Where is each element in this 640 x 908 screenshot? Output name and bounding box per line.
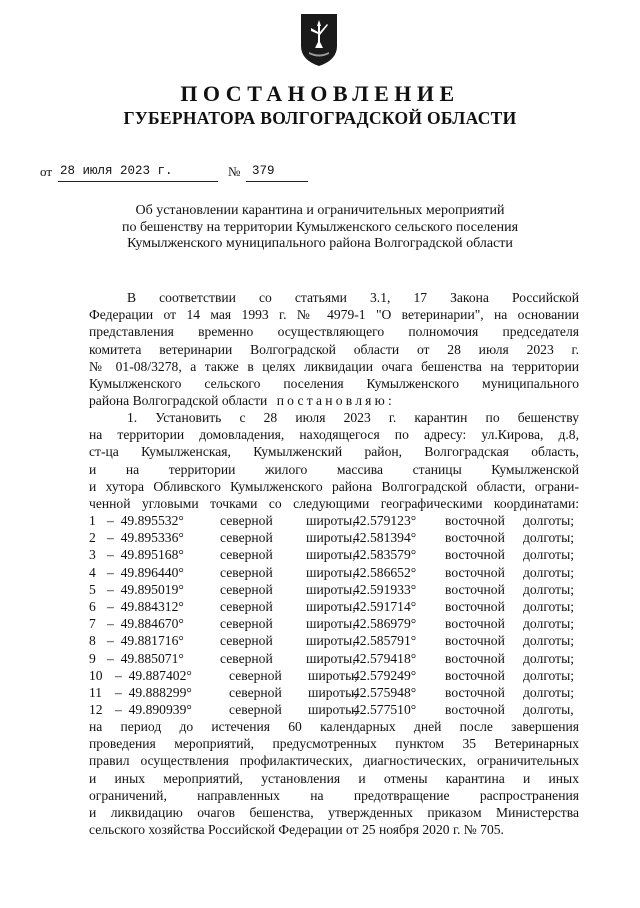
point-number: 6 [89, 598, 96, 614]
direction-word: восточной [445, 530, 505, 546]
point-number: 11 [89, 684, 103, 700]
coord-word: долготы; [523, 564, 575, 580]
text-line: Кумылженского сельского поселения Кумылженского муниципального [89, 375, 579, 391]
coordinate-row [89, 529, 579, 546]
latitude-value: – 49.884312° [107, 598, 184, 614]
text-line: и на территории жилого массива станицы Кумылженской [89, 461, 579, 477]
text-line: Федерации от 14 мая 1993 г. № 4979-1 "О ветеринарии", на основании [89, 307, 579, 323]
text-line: на период до истечения 60 календарных дней после завершения [89, 719, 579, 734]
point-number: 10 [89, 667, 103, 683]
coord-word: широты, [306, 564, 356, 580]
point-number: 9 [89, 650, 96, 666]
longitude-value: 42.579123° [353, 513, 417, 528]
direction-word: восточной [445, 598, 505, 614]
longitude-value: 42.591714° [353, 598, 417, 614]
point-number: 2 [89, 530, 96, 546]
text-fragment: района Волгоградской области [89, 393, 268, 409]
direction-word: северной [220, 633, 273, 649]
coord-word: долготы; [523, 616, 575, 632]
longitude-value: 42.585791° [353, 633, 417, 649]
coordinates-list [89, 512, 579, 718]
longitude-value: 42.577510° [353, 702, 417, 718]
point-number: 3 [89, 547, 96, 563]
latitude-value: – 49.887402° [115, 667, 192, 683]
direction-word: северной [220, 616, 273, 632]
longitude-value: 42.586979° [353, 616, 417, 632]
coord-word: широты, [306, 633, 356, 649]
latitude-value: – 49.884670° [107, 616, 184, 632]
coord-word: широты, [306, 547, 356, 563]
direction-word: северной [229, 684, 282, 700]
text-line: представления временно осуществляющего полномочия председателя [89, 324, 579, 340]
text-line: № 01-08/3278, а также в целях ликвидации очага бешенства на территории [89, 358, 579, 374]
document-number: 379 [252, 164, 275, 178]
direction-word: северной [229, 667, 282, 683]
coord-word: долготы; [523, 547, 575, 563]
direction-word: северной [220, 564, 273, 580]
text-line: ограничений, направленных на предотвращение распространения [89, 787, 579, 803]
latitude-value: – 49.895532° [107, 513, 184, 528]
document-type-heading: ПОСТАНОВЛЕНИЕ [180, 81, 460, 106]
coordinate-row [89, 615, 579, 632]
subject-line: Об установлении карантина и ограничительных мероприятий [135, 203, 505, 218]
text-line: и хутора Обливского Кумылженского района Волгоградской области, ограни- [89, 478, 579, 494]
point-1-paragraph [89, 409, 579, 512]
longitude-value: 42.586652° [353, 564, 417, 580]
latitude-value: – 49.895019° [107, 581, 184, 597]
direction-word: восточной [445, 650, 505, 666]
coord-word: широты, [308, 667, 358, 683]
date-from-label: от [40, 164, 53, 179]
decree-word: постановляю: [276, 393, 395, 409]
coord-word: широты, [308, 702, 358, 718]
direction-word: восточной [445, 564, 505, 580]
coord-word: долготы; [523, 633, 575, 649]
point-number: 5 [89, 581, 96, 597]
text-line: и ликвидацию очагов бешенства, утвержденных приказом Министерства [89, 804, 579, 820]
coord-word: широты, [306, 530, 356, 546]
coordinate-row [89, 564, 579, 581]
coordinate-row [89, 546, 579, 563]
direction-word: восточной [445, 616, 505, 632]
point-number: 4 [89, 564, 96, 580]
number-label: № [228, 164, 241, 179]
latitude-value: – 49.888299° [115, 684, 192, 700]
subject-line: по бешенству на территории Кумылженского сельского поселения [121, 219, 519, 235]
document-subject [0, 203, 640, 253]
coord-word: долготы; [523, 650, 575, 666]
longitude-value: 42.581394° [353, 530, 417, 546]
direction-word: северной [229, 702, 282, 718]
coordinate-row [89, 581, 579, 598]
latitude-value: – 49.896440° [107, 564, 184, 580]
text-line [89, 392, 579, 409]
text-line: и иных мероприятий, установления и отмены карантина и иных [89, 770, 579, 786]
coordinate-row [89, 701, 579, 718]
direction-word: восточной [445, 547, 505, 563]
latitude-value: – 49.895168° [107, 547, 184, 563]
date-number-line [40, 164, 340, 184]
latitude-value: – 49.895336° [107, 530, 184, 546]
issuer-heading: ГУБЕРНАТОРА ВОЛГОГРАДСКОЙ ОБЛАСТИ [123, 108, 517, 128]
latitude-value: – 49.881716° [107, 633, 184, 649]
latitude-value: – 49.885071° [107, 650, 184, 666]
direction-word: северной [220, 650, 273, 666]
coord-word: долготы, [523, 702, 574, 718]
direction-word: восточной [445, 667, 505, 683]
longitude-value: 42.591933° [353, 581, 417, 597]
direction-word: восточной [445, 702, 505, 718]
point-number: 8 [89, 633, 96, 649]
direction-word: северной [220, 581, 273, 597]
coordinate-row [89, 684, 579, 701]
text-line: на территории домовладения, находящегося по адресу: ул.Кирова, д.8, [89, 427, 579, 443]
text-line: правил осуществления профилактических, диагностических, ограничительных [89, 753, 579, 769]
coord-word: долготы; [523, 513, 575, 528]
text-line: 1. Установить с 28 июля 2023 г. карантин по бешенству [127, 410, 579, 425]
text-line: проведения мероприятий, предусмотренных пунктом 35 Ветеринарных [89, 736, 579, 752]
coordinate-row [89, 667, 579, 684]
coordinate-row [89, 512, 579, 529]
coordinate-row [89, 598, 579, 615]
longitude-value: 42.583579° [353, 547, 417, 563]
coord-word: широты, [308, 684, 358, 700]
coordinate-row [89, 650, 579, 667]
coord-word: долготы; [523, 530, 575, 546]
coordinate-row [89, 632, 579, 649]
coat-of-arms-icon [299, 12, 339, 68]
text-line: ченной угловыми точками со следующими географическими координатами: [89, 495, 579, 511]
text-line: комитета ветеринарии Волгоградской области от 28 июля 2023 г. [89, 341, 579, 357]
subject-line: Кумылженского муниципального района Волгоградской области [127, 236, 513, 251]
coord-word: широты, [306, 650, 356, 666]
direction-word: восточной [445, 581, 505, 597]
latitude-value: – 49.890939° [115, 702, 192, 718]
direction-word: восточной [445, 633, 505, 649]
direction-word: северной [220, 513, 273, 528]
quarantine-period-paragraph [89, 718, 579, 838]
text-line: В соответствии со статьями 3.1, 17 Закона Российской [127, 290, 579, 305]
text-line: ст-ца Кумылженская, Кумылженский район, Волгоградская область, [89, 444, 579, 460]
coord-word: долготы; [523, 598, 575, 614]
direction-word: восточной [445, 513, 505, 528]
coord-word: долготы; [523, 667, 575, 683]
coord-word: широты, [306, 598, 356, 614]
direction-word: северной [220, 598, 273, 614]
document-date: 28 июля 2023 г. [60, 164, 173, 178]
direction-word: восточной [445, 684, 505, 700]
coord-word: долготы; [523, 581, 575, 597]
preamble-paragraph [89, 289, 579, 409]
point-number: 1 [89, 513, 96, 528]
point-number: 12 [89, 702, 103, 718]
direction-word: северной [220, 530, 273, 546]
coord-word: широты, [306, 513, 356, 528]
coord-word: долготы; [523, 684, 575, 700]
direction-word: северной [220, 547, 273, 563]
longitude-value: 42.575948° [353, 684, 417, 700]
longitude-value: 42.579249° [353, 667, 417, 683]
coord-word: широты, [306, 581, 356, 597]
longitude-value: 42.579418° [353, 650, 417, 666]
point-number: 7 [89, 616, 96, 632]
coord-word: широты, [306, 616, 356, 632]
text-line: сельского хозяйства Российской Федерации от 25 ноября 2020 г. № 705. [89, 822, 504, 838]
